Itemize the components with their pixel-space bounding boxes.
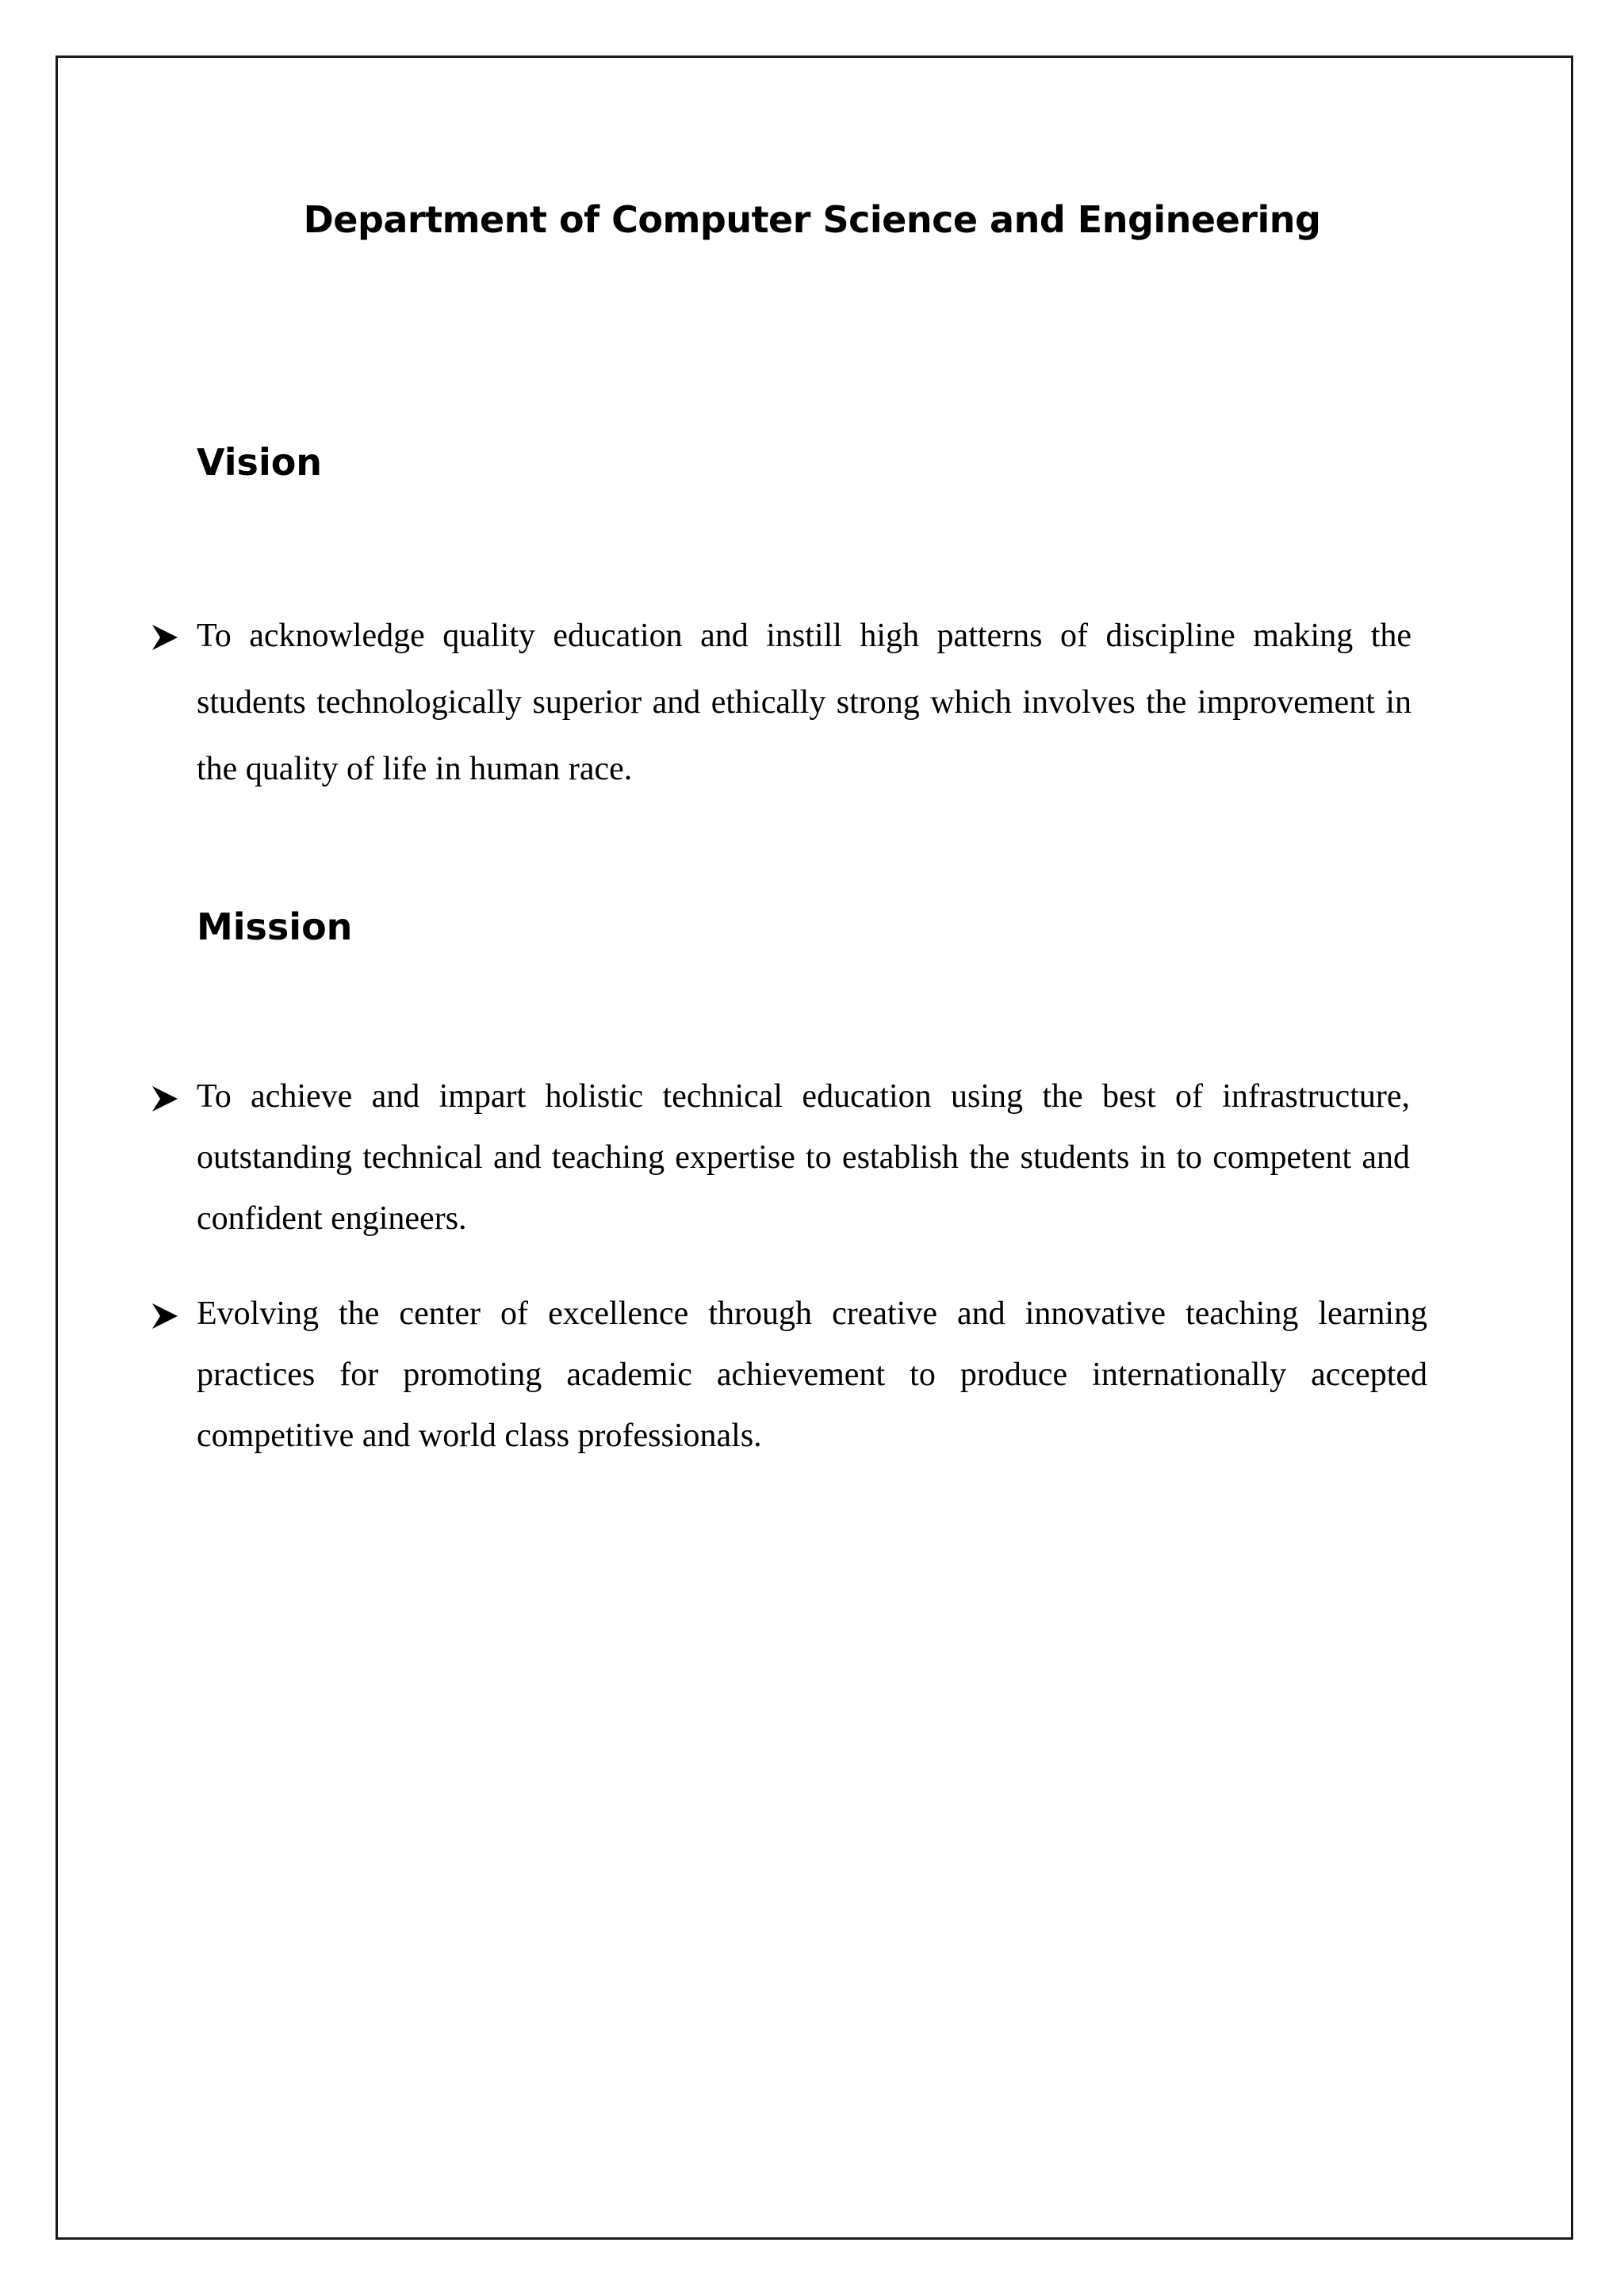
vision-heading: Vision [197,441,323,484]
arrowhead-bullet-icon [149,1083,181,1115]
arrowhead-bullet-icon [149,622,181,653]
vision-text: To acknowledge quality education and instill high patterns of discipline making the students technologically superior and ethically strong which involves the improvement in the quality of life in human race. [197,618,1411,787]
mission-list-item [149,1297,1427,1500]
mission-heading: Mission [197,905,353,948]
mission-text-1: To achieve and impart holistic technical education using the best of infrastructure, outstanding technical and teaching expertise to establish the students in to competent and confident engineers. [197,1078,1410,1237]
page-title: Department of Computer Science and Engineering [303,198,1321,241]
arrowhead-bullet-icon [149,1300,181,1332]
vision-list-item [149,618,1411,836]
mission-text-2: Evolving the center of excellence through creative and innovative teaching learning practices for promoting academic achievement to produce internationally accepted competitive and world class professionals. [197,1295,1427,1454]
mission-list-item [149,1080,1410,1283]
